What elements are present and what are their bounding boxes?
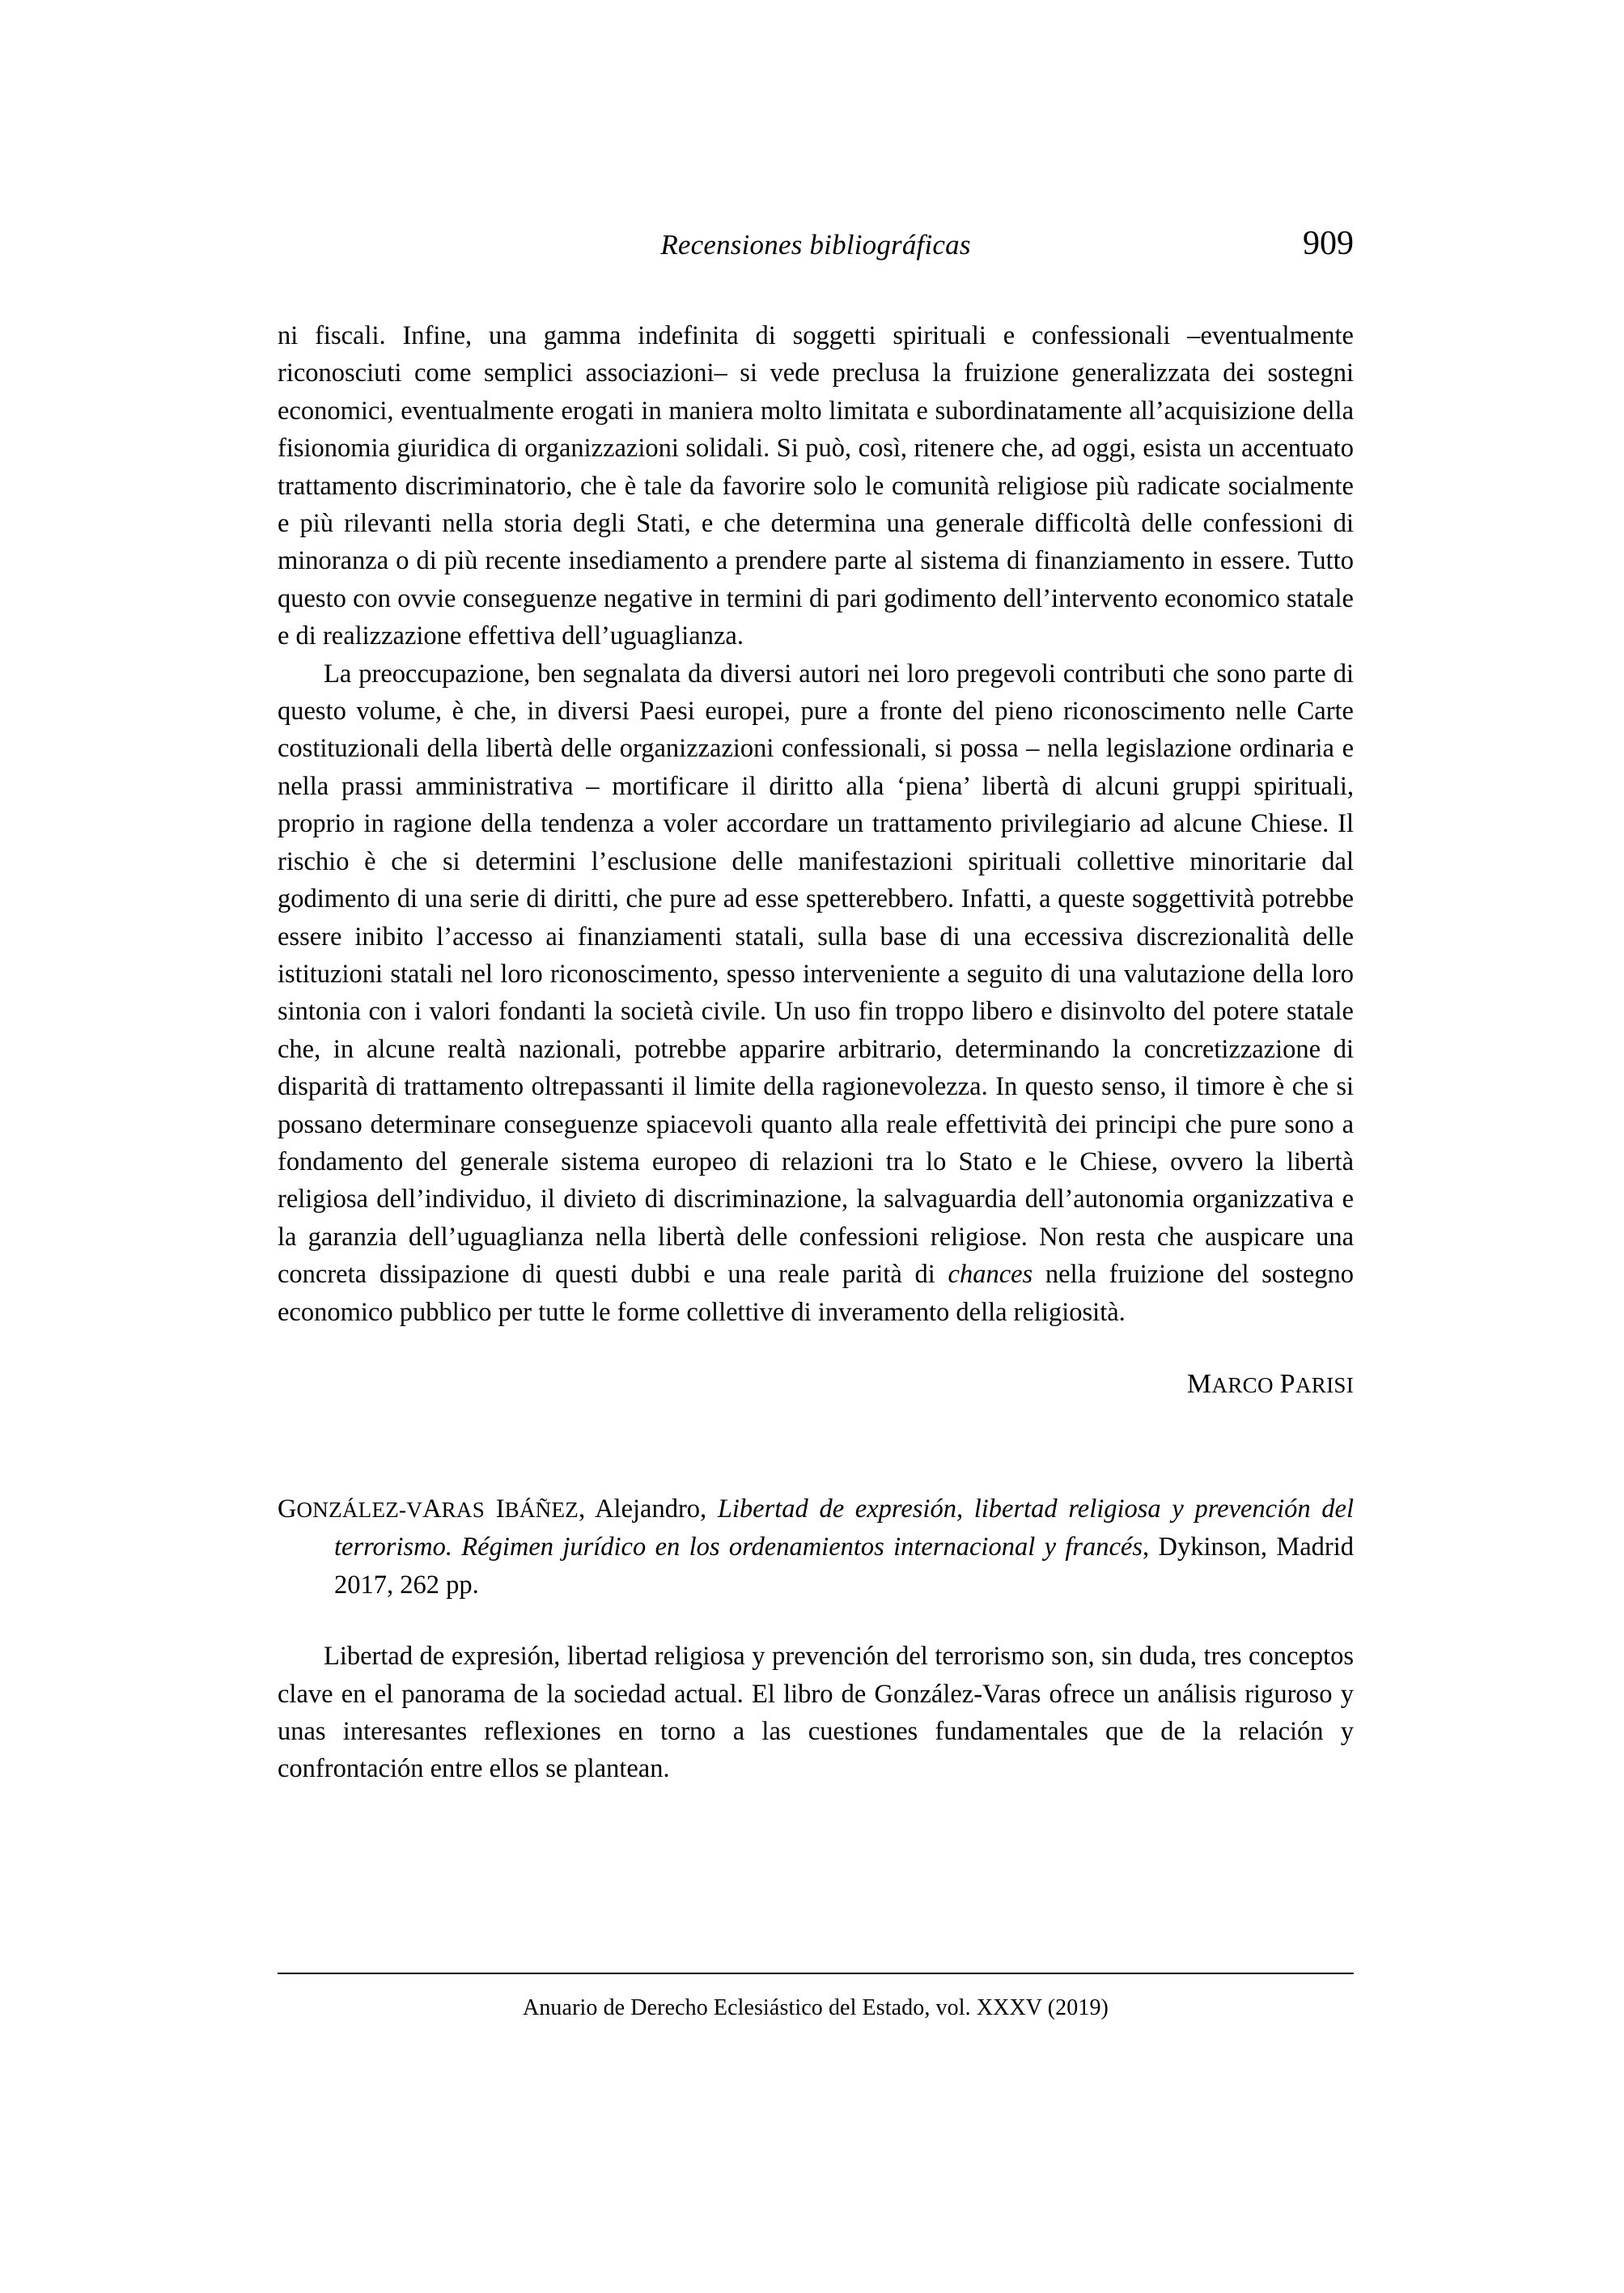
book-reference-entry bbox=[278, 1490, 1354, 1604]
paragraph-2-italic-term: chances bbox=[948, 1260, 1033, 1290]
signature-last-rest: ARISI bbox=[1295, 1372, 1354, 1397]
reference-author-initial-3: I bbox=[485, 1494, 505, 1524]
review-author-signature bbox=[278, 1368, 1354, 1401]
signature-last-initial: P bbox=[1279, 1368, 1295, 1399]
reference-author-initial-1: G bbox=[278, 1494, 297, 1524]
paragraph-2-pre: La preoccupazione, ben segnalata da diversi autori nei loro pregevoli contributi che sono parte di questo volume, è che, in diversi Paesi europei, pure a fronte del pieno riconoscimento nelle Carte costituzionali della libertà delle organizzazioni confessionali, si possa – nella legislazione ordinaria e nella prassi amministrativa – mortificare il diritto alla ‘piena’ libertà di alcuni gruppi spirituali, proprio in ragione della tendenza a voler accordare un trattamento privilegiario ad alcune Chiese. Il rischio è che si determini l’esclusione delle manifestazioni spirituali collettive minoritarie dal godimento di una serie di diritti, che pure ad esse spetterebbero. Infatti, a queste soggettività potrebbe essere inibito l’accesso ai finanziamenti statali, sulla base di una eccessiva discrezionalità delle istituzioni statali nel loro riconoscimento, spesso interveniente a seguito di una valutazione della loro sintonia con i valori fondanti la società civile. Un uso fin troppo libero e disinvolto del potere statale che, in alcune realtà nazionali, potrebbe apparire arbitrario, determinando la concretizzazione di disparità di trattamento oltrepassanti il limite della ragionevolezza. In questo senso, il timore è che si possano determinare conseguenze spiacevoli quanto alla reale effettività dei principi che pure sono a fondamento del generale sistema europeo di relazioni tra lo Stato e le Chiese, ovvero la libertà religiosa dell’individuo, il divieto di discriminazione, la salvaguardia dell’autonomia organizzativa e la garanzia dell’uguaglianza nella libertà delle confessioni religiose. Non resta che auspicare una concreta dissipazione di questi dubbi e una reale parità di bbox=[278, 659, 1354, 1290]
footer-citation: Anuario de Derecho Eclesiástico del Estado, vol. XXXV (2019) bbox=[523, 1995, 1109, 2020]
paragraph-2 bbox=[278, 655, 1354, 1331]
page-footer bbox=[278, 1973, 1354, 2023]
reference-author-given-name: , Alejandro, bbox=[579, 1494, 718, 1524]
reference-publication-info: , Dykinson, Madrid 2017, 262 pp. bbox=[334, 1532, 1354, 1600]
paragraph-1: ni fiscali. Infine, una gamma indefinita di soggetti spirituali e confessionali –eventualmente riconosciuti come semplici associazioni– si vede preclusa la fruizione generalizzata dei sostegni economici, eventualmente erogati in maniera molto limitata e subordinatamente all’acquisizione della fisionomia giuridica di organizzazioni solidali. Si può, così, ritenere che, ad oggi, esista un accentuato trattamento discriminatorio, che è tale da favorire solo le comunità religiose più radicate socialmente e più rilevanti nella storia degli Stati, e che determina una generale difficoltà delle confessioni di minoranza o di più recente insediamento a prendere parte al sistema di finanziamento in essere. Tutto questo con ovvie conseguenze negative in termini di pari godimento dell’intervento economico statale e di realizzazione effettiva dell’uguaglianza. bbox=[278, 321, 1354, 651]
reference-hanging-line bbox=[278, 1490, 1354, 1604]
running-head bbox=[278, 225, 1354, 277]
reference-title: Libertad de expresión, libertad religiosa y prevención del terrorismo. Régimen jurídico en los ordenamientos internacional y francés bbox=[334, 1494, 1354, 1562]
page-content bbox=[278, 0, 1354, 1814]
footer-divider bbox=[278, 1973, 1354, 1974]
paragraph-2-post: nella fruizione del sostegno economico pubblico per tutte le forme collettive di inveramento della religiosità. bbox=[278, 1260, 1354, 1327]
review-opening-paragraph: Libertad de expresión, libertad religiosa y prevención del terrorismo son, sin duda, tres conceptos clave en el panorama de la sociedad actual. El libro de González-Varas ofrece un análisis riguroso y unas interesantes reflexiones en torno a las cuestiones fundamentales que de la relación y confrontación entre ellos se plantean. bbox=[278, 1642, 1354, 1784]
running-head-title: Recensiones bibliográficas bbox=[660, 229, 971, 261]
reference-author-part-1: ONZÁLEZ-V bbox=[296, 1497, 423, 1522]
reference-author-initial-2: A bbox=[422, 1494, 442, 1524]
body-text bbox=[278, 317, 1354, 1331]
page-number: 909 bbox=[1303, 225, 1354, 262]
signature-first-initial: M bbox=[1186, 1368, 1212, 1399]
reference-author-part-3: BÁÑEZ bbox=[504, 1497, 579, 1522]
reference-author-part-2: RAS bbox=[441, 1497, 486, 1522]
signature-first-rest: ARCO bbox=[1211, 1372, 1274, 1397]
